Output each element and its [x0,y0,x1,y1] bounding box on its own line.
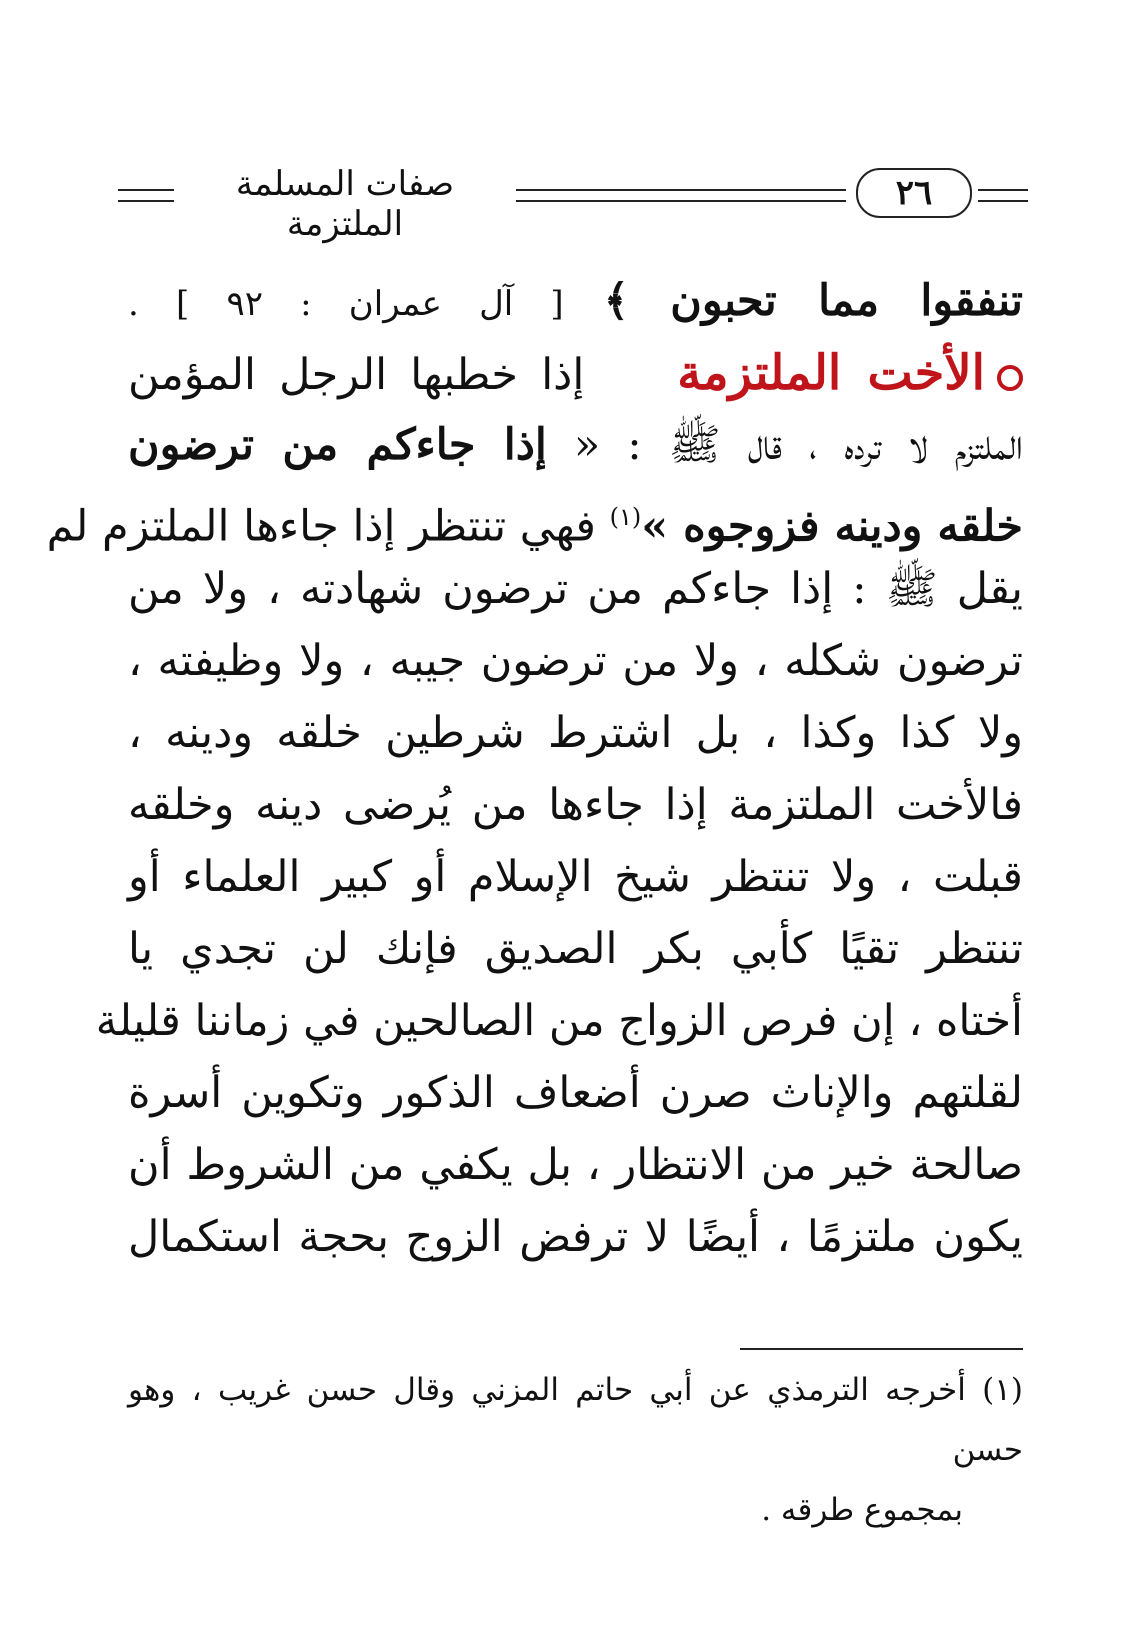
text-segment: فهي تنتظر إذا جاءها الملتزم لم [46,501,596,552]
text-line: ترضون شكله ، ولا من ترضون جيبه ، ولا وظيفته ، [128,636,1023,686]
footnote-marker: (١) [609,503,642,531]
text-line: أختاه ، إن فرص الزواج من الصالحين في زماننا قليلة [95,996,1023,1046]
footnote-line: (١) أخرجه الترمذي عن أبي حاتم المزني وقال حسن غريب ، وهو حسن [128,1372,1023,1468]
hadith-text: إذا جاءكم من ترضون [128,420,547,470]
text-line [46,481,1023,553]
text-line: صالحة خير من الانتظار ، بل يكفي من الشروط أن [128,1140,1023,1190]
text-line [128,265,1023,337]
text-line: تنتظر تقيًا كأبي بكر الصديق فإنك لن تجدي يا [128,924,1023,974]
text-line: يقل ﷺ : إذا جاءكم من ترضون شهادته ، ولا من [128,564,1023,614]
header-rule-middle [516,189,846,202]
quran-verse-end: تنفقوا مما تحبون ﴾ [603,276,1024,326]
verse-reference: [ آل عمران : ٩٢ ] . [128,284,564,324]
page-header [118,162,1028,244]
text-line: يكون ملتزمًا ، أيضًا لا ترفض الزوج بحجة استكمال [128,1212,1023,1262]
text-segment: الملتزم لا ترده ، قال ﷺ : « [573,420,1023,470]
text-line [128,409,1023,481]
bullet-circle-icon [997,365,1023,391]
text-line [128,337,1023,409]
footnote-separator [740,1348,1023,1350]
text-line: لقلتهم والإناث صرن أضعاف الذكور وتكوين أسرة [128,1068,1023,1118]
footnote-line: بمجموع طرقه . [761,1492,963,1528]
text-line: ولا كذا وكذا ، بل اشترط شرطين خلقه ودينه ، [128,708,1023,758]
header-rule-right [978,189,1028,202]
running-title: صفات المسلمة الملتزمة [235,164,455,244]
header-rule-left [118,189,174,202]
section-heading: الأخت الملتزمة [677,345,985,401]
page-number: ٢٦ [856,168,972,218]
text-line: قبلت ، ولا تنتظر شيخ الإسلام أو كبير العلماء أو [128,852,1023,902]
text-line: فالأخت الملتزمة إذا جاءها من يُرضى دينه وخلقه [128,780,1023,830]
footnote [128,1360,1023,1540]
main-text [46,265,1024,1273]
hadith-text: خلقه ودينه فزوجوه » [641,501,1023,552]
text-segment: إذا خطبها الرجل المؤمن [128,350,585,400]
